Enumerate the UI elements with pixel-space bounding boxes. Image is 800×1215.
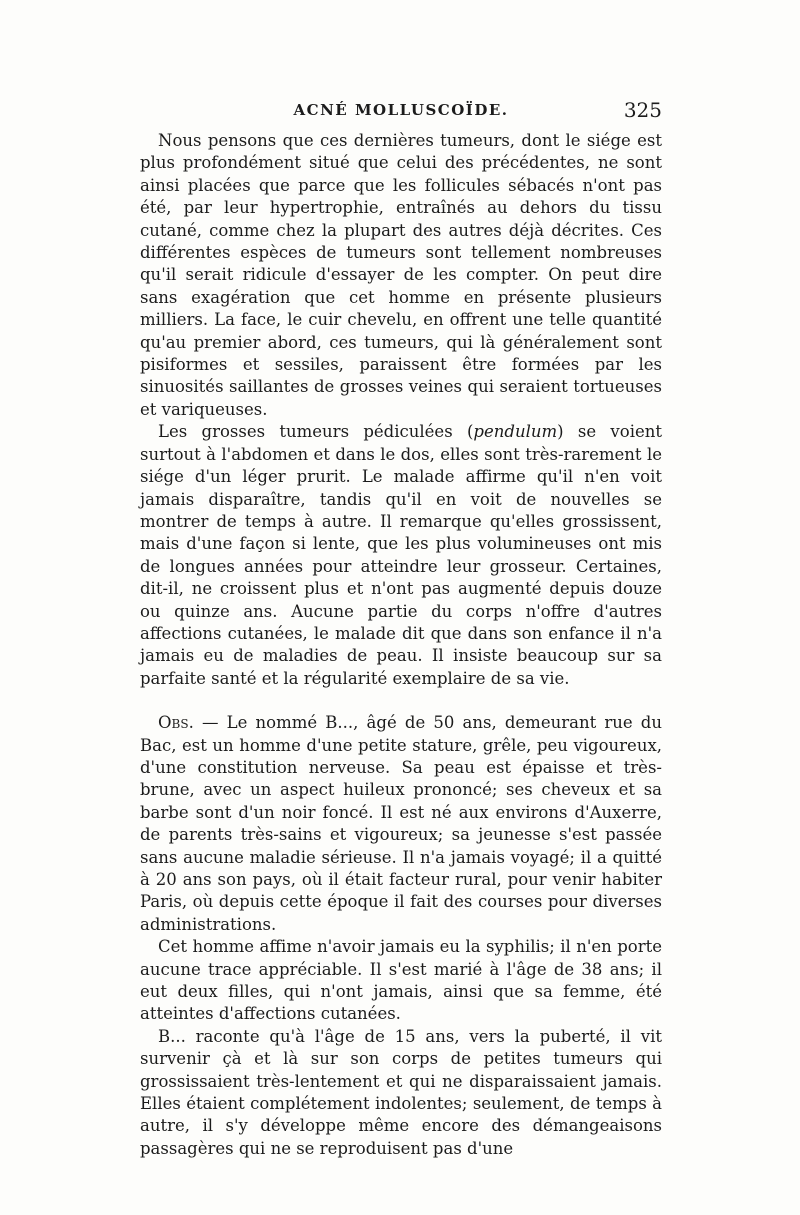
paragraph-2-start: Les grosses tumeurs pédiculées ( [158, 422, 474, 442]
page-number: 325 [623, 98, 662, 122]
latin-term: pendulum [473, 422, 558, 442]
paragraph-2-rest: ) se voient surtout à l'abdomen et dans le dos, elles sont très-rarement le siége d'un léger prurit. Le malade affirme qu'il n'en voit jamais disparaître, tandis qu'il en voit de nouvelles se montrer de temps à autre. Il remarque qu'elles grossissent, mais d'une façon si lente, que les plus volumineuses ont mis de longues années pour atteindre leur grosseur. Certaines, dit-il, ne croissent plus et n'ont pas augmenté depuis douze ou quinze ans. Aucune partie du corps n'offre d'autres affections cutanées, le malade dit que dans son enfance il n'a jamais eu de maladies de peau. Il insiste beaucoup sur sa parfaite santé et la régularité exemplaire de sa vie. [140, 422, 662, 688]
observation-text: — Le nommé B..., âgé de 50 ans, demeurant rue du Bac, est un homme d'une petite stature, grêle, peu vigoureux, d'une constitution nerveuse. Sa peau est épaisse et très-brune, avec un aspect huileux prononcé; ses cheveux et sa barbe sont d'un noir foncé. Il est né aux environs d'Auxerre, de parents très-sains et vigoureux; sa jeunesse s'est passée sans aucune maladie sérieuse. Il n'a jamais voyagé; il a quitté à 20 ans son pays, où il était facteur rural, pour venir habiter Paris, où depuis cette époque il fait des courses pour diverses administrations. [140, 713, 662, 934]
paragraph-5: B... raconte qu'à l'âge de 15 ans, vers la puberté, il vit survenir çà et là sur son corps de petites tumeurs qui grossissaient très-lentement et qui ne disparaissaient jamais. Elles étaient complétement indolentes; seulement, de temps à autre, il s'y développe même encore des démangeaisons passagères qui ne se reproduisent pas d'une [140, 1026, 662, 1158]
running-title: ACNÉ MOLLUSCOÏDE. [293, 101, 509, 119]
paragraph-4: Cet homme affime n'avoir jamais eu la syphilis; il n'en porte aucune trace appréciable. Il s'est marié à l'âge de 38 ans; il eut deux filles, qui n'ont jamais, ainsi que sa femme, été atteintes d'affections cutanées. [140, 937, 662, 1024]
observation-paragraph [140, 712, 662, 936]
paragraph-2 [140, 421, 662, 690]
running-header [140, 98, 662, 124]
body-text [140, 130, 662, 1160]
observation-label: Obs. [158, 713, 194, 733]
paragraph-1: Nous pensons que ces dernières tumeurs, dont le siége est plus profondément situé que celui des précédentes, ne sont ainsi placées que parce que les follicules sébacés n'ont pas été, par leur hypertrophie, entraînés au dehors du tissu cutané, comme chez la plupart des autres déjà décrites. Ces différentes espèces de tumeurs sont tellement nombreuses qu'il serait ridicule d'essayer de les compter. On peut dire sans exagération que cet homme en présente plusieurs milliers. La face, le cuir chevelu, en offrent une telle quantité qu'au premier abord, ces tumeurs, qui là généralement sont pisiformes et sessiles, paraissent être formées par les sinuosités saillantes de grosses veines qui seraient tortueuses et variqueuses. [140, 131, 662, 419]
